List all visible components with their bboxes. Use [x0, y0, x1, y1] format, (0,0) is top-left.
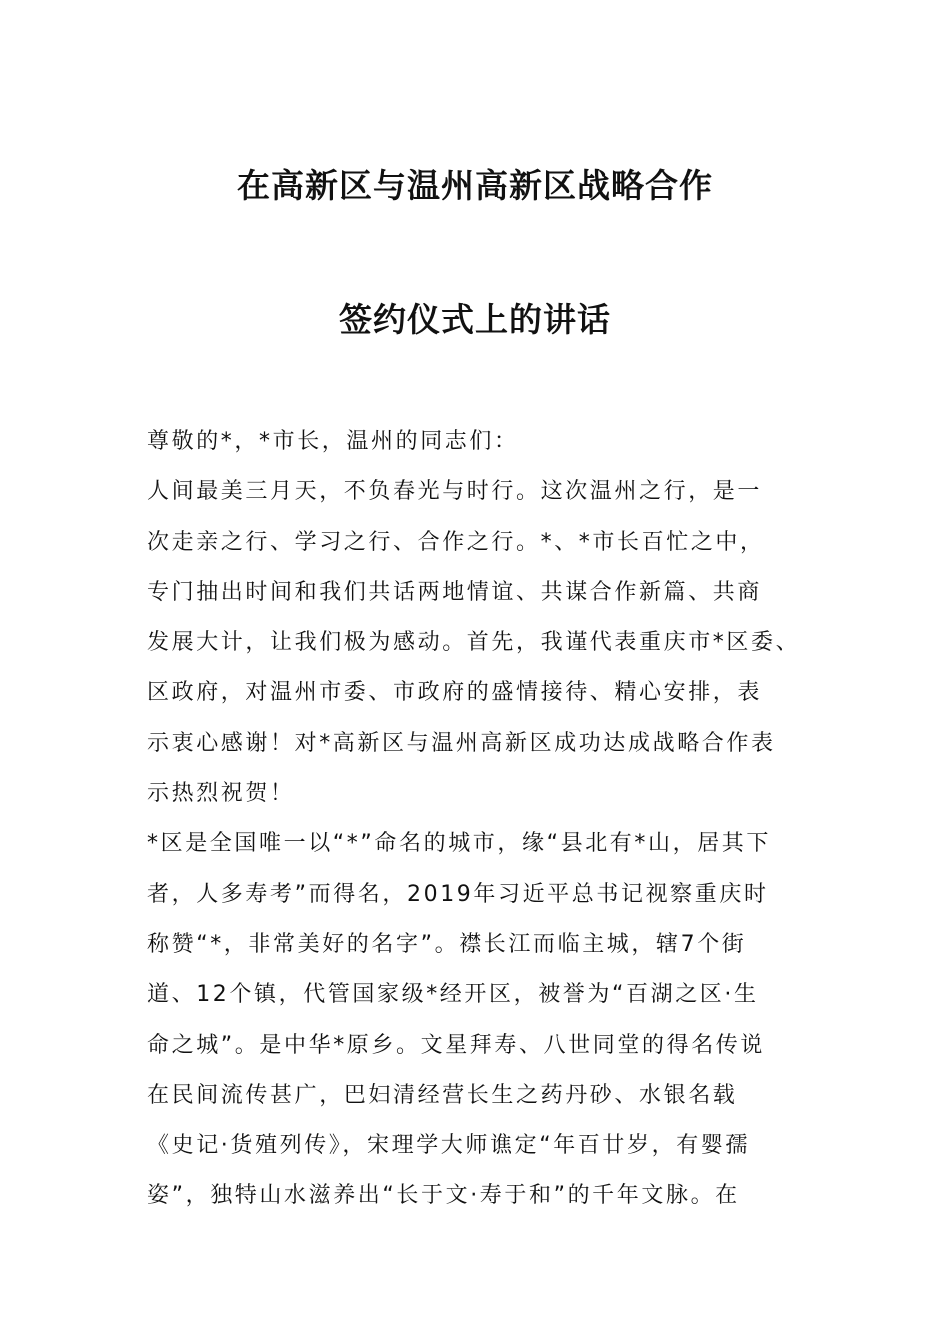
body-line: 命之城”。是中华*原乡。文星拜寿、八世同堂的得名传说: [147, 1032, 765, 1058]
body-line: 道、12个镇，代管国家级*经开区，被誉为“百湖之区·生: [147, 982, 759, 1008]
body-line: 姿”，独特山水滋养出“长于文·寿于和”的千年文脉。在: [147, 1183, 740, 1209]
body-line: 尊敬的*，*市长，温州的同志们：: [147, 429, 519, 454]
body-line: 人间最美三月天，不负春光与时行。这次温州之行，是一: [147, 479, 763, 505]
document-title-line-2: 签约仪式上的讲话: [339, 300, 611, 339]
document-body: [147, 424, 847, 1229]
body-line: 《史记·货殖列传》，宋理学大师谯定“年百廿岁，有婴孺: [147, 1133, 750, 1159]
body-line: 称赞“*，非常美好的名字”。襟长江而临主城，辖7个街: [147, 931, 747, 957]
body-line: 区政府，对温州市委、市政府的盛情接待、精心安排，表: [147, 680, 763, 706]
body-line: 发展大计，让我们极为感动。首先，我谨代表重庆市*区委、: [147, 630, 801, 656]
body-line: 者，人多寿考”而得名，2019年习近平总书记视察重庆时: [147, 881, 769, 907]
body-line: 在民间流传甚广，巴妇清经营长生之药丹砂、水银名载: [147, 1082, 738, 1108]
body-line: 示衷心感谢！对*高新区与温州高新区成功达成战略合作表: [147, 730, 776, 756]
body-line: 示热烈祝贺！: [147, 781, 295, 807]
body-line: 次走亲之行、学习之行、合作之行。*、*市长百忙之中，: [147, 529, 765, 555]
body-line: 专门抽出时间和我们共话两地情谊、共谋合作新篇、共商: [147, 579, 763, 605]
document-title-line-1: 在高新区与温州高新区战略合作: [237, 166, 713, 205]
body-line: *区是全国唯一以“*”命名的城市，缘“县北有*山，居其下: [147, 831, 771, 857]
